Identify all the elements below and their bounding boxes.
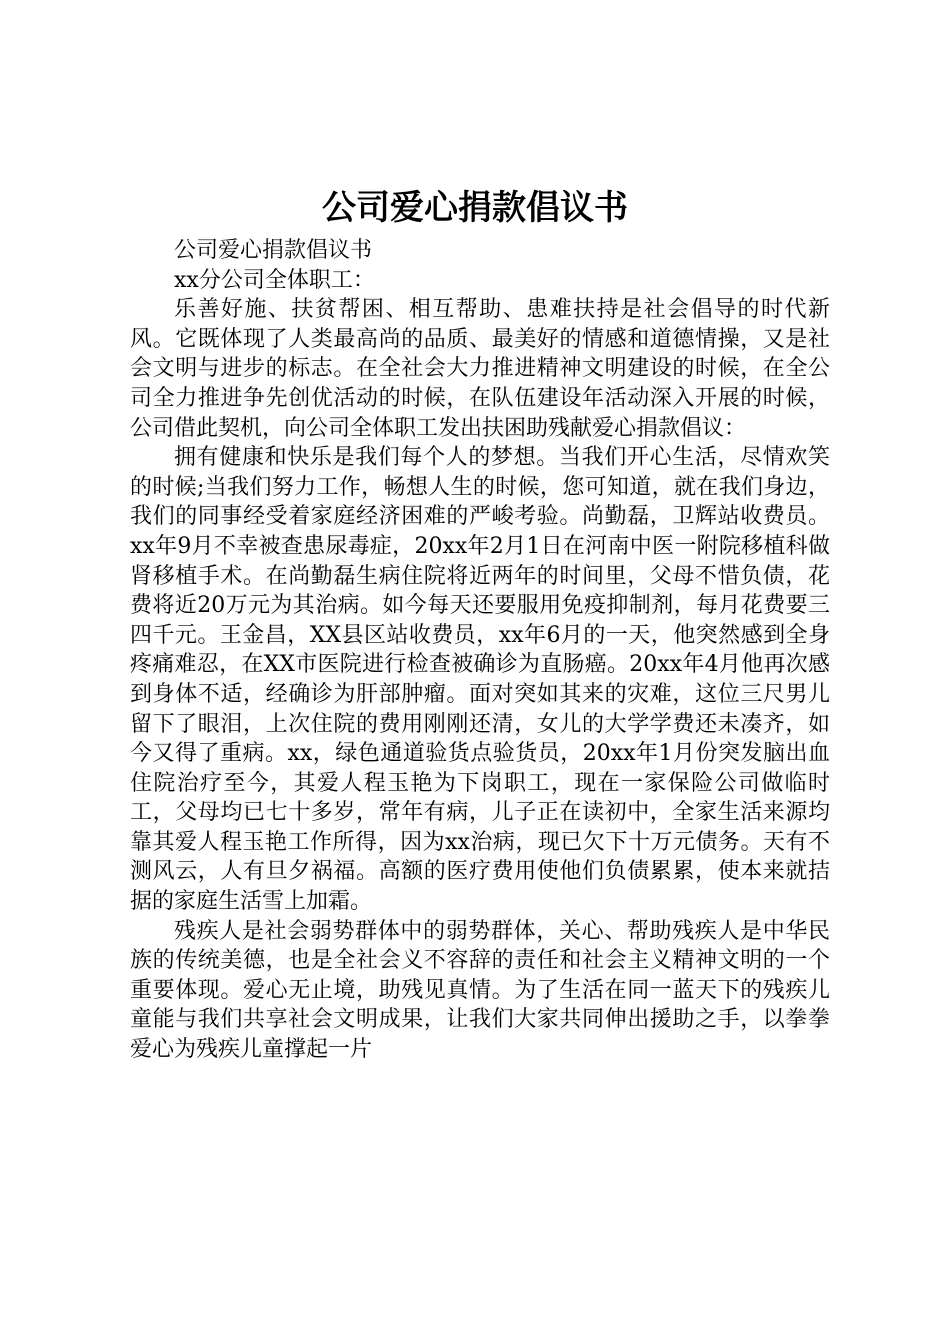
paragraph-cases: 拥有健康和快乐是我们每个人的梦想。当我们开心生活，尽情欢笑的时候;当我们努力工作，畅想人生的时候，您可知道，就在我们身边，我们的同事经受着家庭经济困难的严峻考验。尚勤磊，卫辉站收费员。xx年9月不幸被查患尿毒症，20xx年2月1日在河南中医一附院移植科做肾移植手术。在尚勤磊生病住院将近两年的时间里，父母不惜负债，花费将近20万元为其治病。如今每天还要服用免疫抑制剂，每月花费要三四千元。王金昌，XX县区站收费员，xx年6月的一天，他突然感到全身疼痛难忍，在XX市医院进行检查被确诊为直肠癌。20xx年4月他再次感到身体不适，经确诊为肝部肿瘤。面对突如其来的灾难，这位三尺男儿留下了眼泪，上次住院的费用刚刚还清，女儿的大学学费还未凑齐，如今又得了重病。xx，绿色通道验货点验货员，20xx年1月份突发脑出血住院治疗至今，其爱人程玉艳为下岗职工，现在一家保险公司做临时工，父母均已七十多岁，常年有病，儿子正在读初中，全家生活来源均靠其爱人程玉艳工作所得，因为xx治病，现已欠下十万元债务。天有不测风云，人有旦夕祸福。高额的医疗费用使他们负债累累，使本来就拮据的家庭生活雪上加霜。 <box>130 445 830 915</box>
document-body <box>130 236 830 1065</box>
document-title: 公司爱心捐款倡议书 <box>322 188 628 228</box>
paragraph-heading: 公司爱心捐款倡议书 <box>174 238 373 263</box>
paragraph-appeal: 残疾人是社会弱势群体中的弱势群体，关心、帮助残疾人是中华民族的传统美德，也是全社会义不容辞的责任和社会主义精神文明的一个重要体现。爱心无止境，助残见真情。为了生活在同一蓝天下的残疾儿童能与我们共享社会文明成果，让我们大家共同伸出援助之手，以拳拳爱心为残疾儿童撑起一片 <box>130 918 830 1063</box>
paragraph-salutation: xx分公司全体职工： <box>174 267 375 293</box>
paragraph-intro: 乐善好施、扶贫帮困、相互帮助、患难扶持是社会倡导的时代新风。它既体现了人类最高尚的品质、最美好的情感和道德情操，又是社会文明与进步的标志。在全社会大力推进精神文明建设的时候，在全公司全力推进争先创优活动的时候，在队伍建设年活动深入开展的时候，公司借此契机，向公司全体职工发出扶困助残献爱心捐款倡议： <box>130 297 830 441</box>
